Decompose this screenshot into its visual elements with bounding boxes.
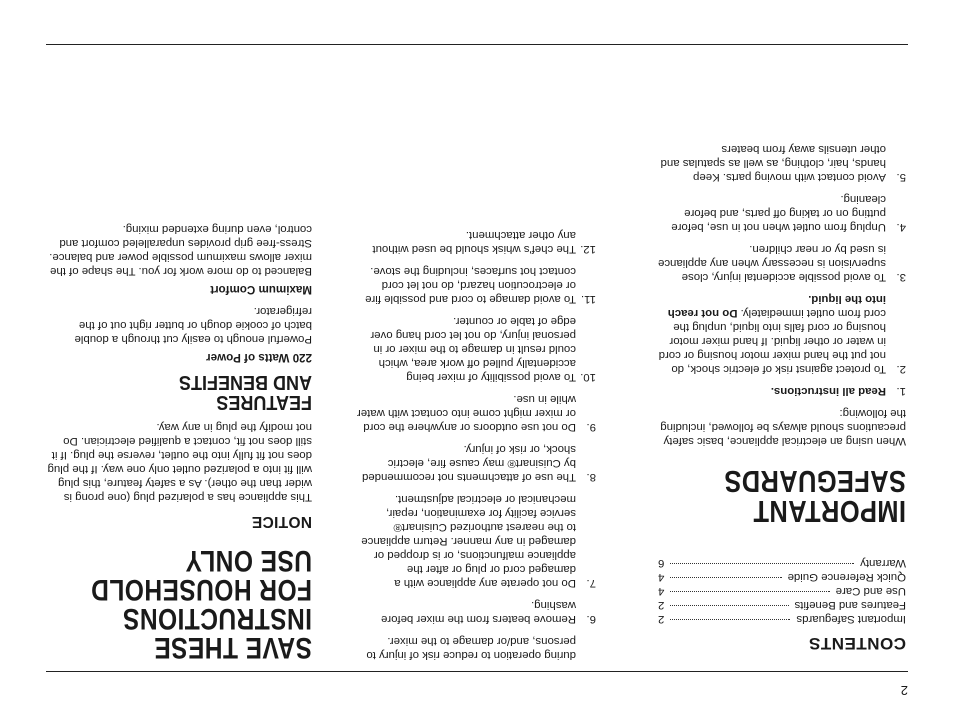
contents-heading: CONTENTS: [808, 634, 906, 653]
list-item: 1. Read all instructions.: [770, 385, 906, 397]
list-item: 12. The chef's whisk should be used without any other attachment.: [372, 229, 596, 255]
contents-entry: Quick Reference Guide 4: [658, 571, 906, 583]
list-item: 5. Avoid contact with moving parts. Keep hands, hair, clothing, as well as spatulas and other utensils away from beaters: [660, 143, 906, 183]
column-contents-safeguards: [658, 134, 906, 662]
list-item: 10. To avoid possibility of mixer being accidentally pulled off work area, which could result in damage to the mixer or in personal injury, do not let cord hang over edge of table or counter.: [370, 315, 596, 383]
feature-title: 220 Watts of Power: [206, 351, 312, 364]
list-item: 9. Do not use outdoors or anywhere the cord or mixer might come into contact with water while in use.: [356, 393, 596, 433]
notice-text: This appliance has a polarized plug (one prong is wider than the other). As a safety feature, this plug will fit into a polarized outlet only one way. If the plug does not fit fully into the outlet, reverse the plug. If it still does not fit, contact a qualified electrician. Do not modify the plug in any way.: [47, 421, 312, 503]
list-item: 6. Remove beaters from the mixer before washing.: [381, 599, 596, 625]
safeguards-intro: When using an electrical appliance, basic safety precautions should always be followed, including the following:: [660, 407, 906, 447]
feature-text: Powerful enough to easily cut through a double batch of cookie dough or butter right out of the refrigerator.: [74, 305, 312, 345]
feature-title: Maximum Comfort: [210, 283, 312, 296]
notice-heading: NOTICE: [251, 513, 312, 530]
bottom-rule: [46, 44, 908, 45]
list-item: 11. To avoid damage to cord and possible fire or electrocution hazard, do not let cord contact hot surfaces, including the stove.: [365, 265, 596, 305]
safeguards-title: IMPORTANT SAFEGUARDS: [723, 464, 906, 529]
list-item: 2. To protect against risk of electric shock, do not put the hand mixer motor housing or cord in water or other liquid. If hand mixer motor housing or cord falls into liquid, unplug the cord from outlet immediately. Do not reach into the liquid.: [658, 293, 906, 375]
contents-entry: Use and Care 4: [658, 585, 906, 597]
top-rule: [46, 671, 908, 672]
list-item: 4. Unplug from outlet when not in use, before putting on or taking off parts, and before cleaning.: [671, 193, 906, 233]
features-heading: FEATURES AND BENEFITS: [178, 371, 312, 413]
safeguards-list: [658, 142, 906, 398]
safeguards-continuation: during operation to reduce risk of injury to persons, and/or damage to the mixer.: [366, 635, 576, 661]
save-instructions-title: SAVE THESE INSTRUCTIONS FOR HOUSEHOLD USE ONLY: [90, 544, 312, 664]
list-item: 7. Do not operate any appliance with a damaged cord or plug or after the appliance malfunctions, or is dropped or damaged in any manner. Return appliance to the nearest authorized Cuisinart® service facility for examination, repair, mechanical or electrical adjustment.: [361, 493, 596, 589]
contents-entry: Important Safeguards 2: [658, 613, 906, 625]
contents-list: [658, 556, 906, 626]
contents-entry: Warranty 6: [658, 557, 906, 569]
contents-entry: Features and Benefits 2: [658, 599, 906, 611]
page-number: 2: [900, 683, 908, 698]
list-item: 3. To avoid possible accidental injury, close supervision is necessary when any appliance is used by or near children.: [658, 243, 906, 283]
feature-text: Balanced to do more work for you. The shape of the mixer allows maximum possible power and balance. Stress-free grip provides unparalleled comfort and control, even during extended mixing.: [49, 223, 312, 277]
column-save-notice-features: [46, 214, 312, 662]
list-item: 8. The use of attachments not recommended by Cuisinart® may cause fire, electric shock, or risk of injury.: [361, 443, 596, 483]
column-safeguards-continued: [356, 220, 596, 662]
safeguards-list-continued: [356, 228, 596, 626]
